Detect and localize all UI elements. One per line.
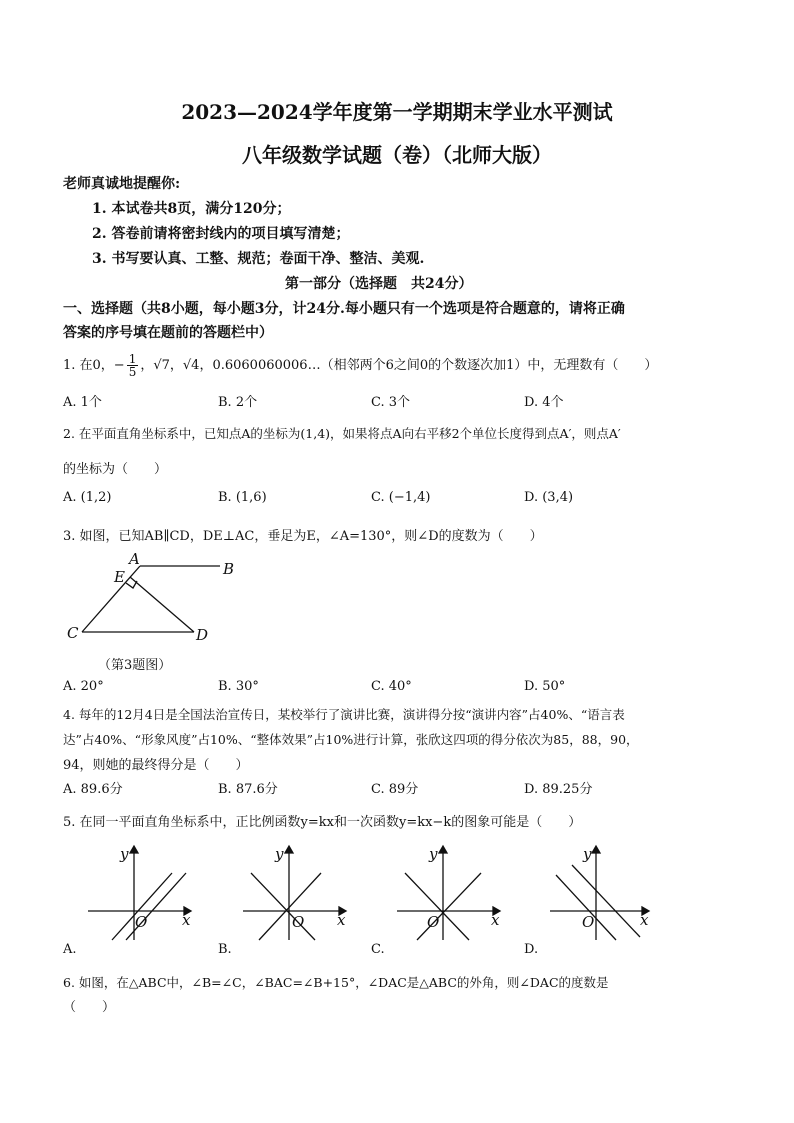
q5-graph-d bbox=[550, 845, 660, 940]
axis-y-label: y bbox=[120, 845, 129, 863]
q5-graph-b bbox=[243, 845, 353, 940]
origin-label: O bbox=[582, 913, 595, 931]
q2-option-b: B. (1,6) bbox=[218, 490, 267, 505]
axis-x-label: x bbox=[182, 911, 191, 929]
q2-option-a: A. (1,2) bbox=[63, 490, 112, 505]
question-6-cont: （ ） bbox=[63, 1000, 116, 1015]
axis-x-label: x bbox=[491, 911, 500, 929]
q5-option-b: B. bbox=[218, 942, 232, 957]
q1-option-c: C. 3个 bbox=[371, 395, 411, 410]
axis-y-label: y bbox=[429, 845, 438, 863]
fraction-denominator: 5 bbox=[128, 365, 137, 379]
q5-option-a: A. bbox=[63, 942, 77, 957]
q3-option-c: C. 40° bbox=[371, 679, 412, 694]
q4-option-a: A. 89.6分 bbox=[63, 782, 123, 797]
q4-option-d: D. 89.25分 bbox=[524, 782, 593, 797]
section-instructions: 一、选择题（共8小题，每小题3分，计24分.每小题只有一个选项是符合题意的，请将正确 bbox=[63, 301, 625, 317]
fraction bbox=[127, 353, 139, 378]
question-4: 4. 每年的12月4日是全国法治宣传日，某校举行了演讲比赛，演讲得分按“演讲内容”占40%、“语言表 bbox=[63, 707, 625, 722]
question-1 bbox=[63, 353, 657, 378]
segment-ac bbox=[82, 566, 140, 632]
segment-de bbox=[130, 577, 194, 632]
line-y-kx bbox=[251, 873, 315, 940]
q5-graph-a bbox=[88, 845, 198, 940]
axis-y-label: y bbox=[583, 845, 592, 863]
axis-x-label: x bbox=[640, 911, 649, 929]
q1-option-a: A. 1个 bbox=[63, 395, 102, 410]
section-instructions-cont: 答案的序号填在题前的答题栏中） bbox=[63, 325, 273, 341]
notice-item: 3. 书写要认真、工整、规范；卷面干净、整洁、美观. bbox=[92, 251, 425, 267]
question-6: 6. 如图，在△ABC中，∠B=∠C，∠BAC=∠B+15°，∠DAC是△ABC的外角，则∠DAC的度数是 bbox=[63, 975, 609, 990]
part-heading: 第一部分（选择题 共24分） bbox=[285, 276, 473, 292]
q3-option-d: D. 50° bbox=[524, 679, 566, 694]
q3-option-a: A. 20° bbox=[63, 679, 104, 694]
q3-option-b: B. 30° bbox=[218, 679, 259, 694]
question-3: 3. 如图，已知AB∥CD，DE⊥AC，垂足为E，∠A=130°，则∠D的度数为（ ） bbox=[63, 529, 543, 544]
exam-subtitle: 八年级数学试题（卷）（北师大版） bbox=[242, 143, 552, 167]
q1-prefix: 1. 在0，− bbox=[63, 358, 125, 373]
fraction-numerator: 1 bbox=[128, 352, 137, 366]
figure-caption: （第3题图） bbox=[98, 658, 172, 673]
line-y-kx-minus-k bbox=[259, 873, 321, 940]
q5-option-d: D. bbox=[524, 942, 539, 957]
origin-label: O bbox=[135, 913, 148, 931]
label-e: E bbox=[114, 568, 125, 586]
label-b: B bbox=[223, 560, 235, 578]
origin-label: O bbox=[427, 913, 440, 931]
axis-x-label: x bbox=[337, 911, 346, 929]
q2-option-c: C. (−1,4) bbox=[371, 490, 431, 505]
question-2: 2. 在平面直角坐标系中，已知点A的坐标为(1,4)，如果将点A向右平移2个单位长度得到点A′，则点A′ bbox=[63, 426, 621, 441]
q1-rest: ，√7，√4，0.6060060006…（相邻两个6之间0的个数逐次加1）中，无理数有（ ） bbox=[140, 358, 658, 373]
q4-option-b: B. 87.6分 bbox=[218, 782, 278, 797]
axis-y-label: y bbox=[275, 845, 284, 863]
q2-option-d: D. (3,4) bbox=[524, 490, 574, 505]
notice-heading: 老师真诚地提醒你: bbox=[63, 176, 181, 192]
origin-label: O bbox=[292, 913, 305, 931]
q5-option-c: C. bbox=[371, 942, 385, 957]
q5-graph-c bbox=[397, 845, 507, 940]
q4-option-c: C. 89分 bbox=[371, 782, 419, 797]
label-c: C bbox=[67, 624, 79, 642]
question-4-cont2: 94，则她的最终得分是（ ） bbox=[63, 758, 249, 773]
notice-item: 1. 本试卷共8页，满分120分； bbox=[92, 201, 291, 217]
notice-item: 2. 答卷前请将密封线内的项目填写清楚； bbox=[92, 226, 350, 242]
q3-figure bbox=[60, 552, 260, 652]
q1-option-b: B. 2个 bbox=[218, 395, 258, 410]
q1-option-d: D. 4个 bbox=[524, 395, 564, 410]
question-4-cont: 达”占40%、“形象风度”占10%、“整体效果”占10%进行计算，张欣这四项的得分依次为85，88，90， bbox=[63, 732, 639, 747]
question-2-cont: 的坐标为（ ） bbox=[63, 462, 168, 477]
question-5: 5. 在同一平面直角坐标系中，正比例函数y=kx和一次函数y=kx−k的图象可能是（ ） bbox=[63, 815, 582, 830]
exam-title: 2023—2024学年度第一学期期末学业水平测试 bbox=[181, 100, 613, 124]
label-d: D bbox=[196, 626, 209, 644]
label-a: A bbox=[129, 550, 140, 568]
